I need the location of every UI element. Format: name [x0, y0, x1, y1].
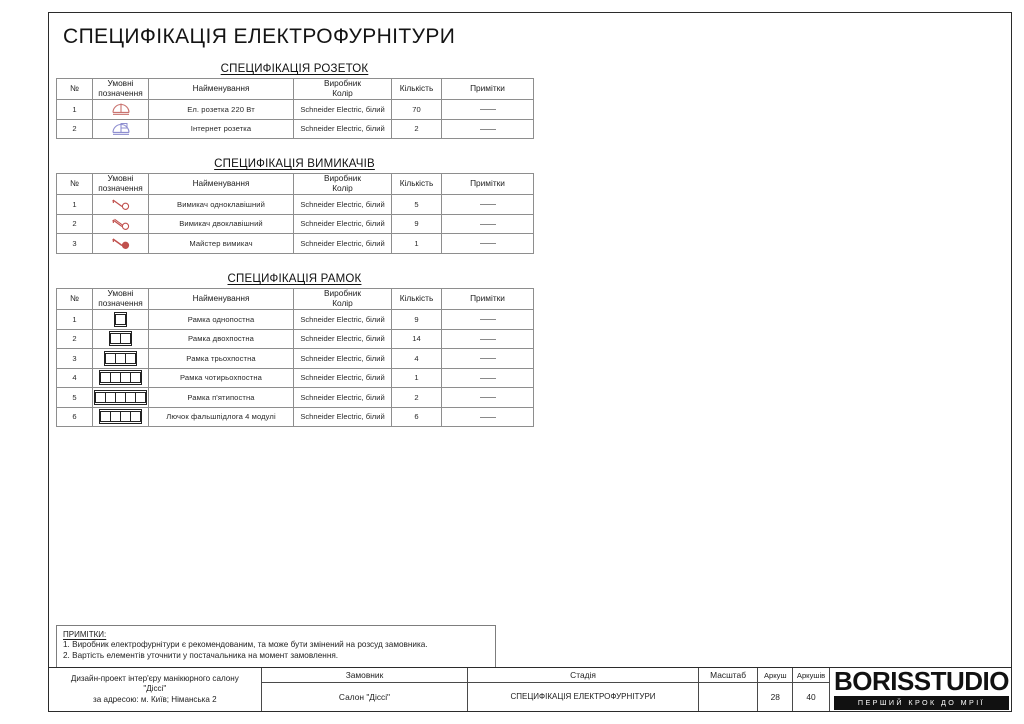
row-maker: Schneider Electric, білий [294, 407, 392, 427]
col-header-maker [294, 289, 392, 310]
titleblock-sheets [793, 668, 830, 711]
stage-header: Стадія [468, 668, 697, 683]
scale-value [699, 683, 758, 711]
col-header-maker-l1: Виробник [324, 173, 361, 184]
row-maker: Schneider Electric, білий [294, 195, 392, 215]
frame-module [115, 314, 126, 325]
row-maker: Schneider Electric, білий [294, 119, 392, 139]
switch-single-icon [93, 195, 149, 215]
row-no: 1 [57, 310, 93, 330]
socket-power-icon [93, 100, 149, 120]
frame-module [130, 411, 141, 422]
frame-module [125, 353, 136, 364]
col-header-symbol-l2: позначення [98, 298, 143, 308]
frame-outline [114, 312, 128, 327]
sheet-value: 28 [770, 691, 780, 702]
col-header-symbol-l2: позначення [98, 183, 143, 193]
row-name: Рамка трьохпостна [149, 349, 294, 369]
sockets-table [56, 78, 534, 139]
frame-outline [94, 390, 148, 405]
logo-tagline: ПЕРШИЙ КРОК ДО МРІЇ [834, 696, 1009, 710]
table-row [57, 119, 534, 139]
row-name: Рамка однопостна [149, 310, 294, 330]
col-header-maker-l2: Колір [332, 183, 353, 193]
switch-master-icon [93, 234, 149, 254]
sheets-header: Аркушів [793, 668, 829, 683]
frame-outline [99, 370, 143, 385]
hatch-4-module-icon [93, 407, 149, 427]
customer-header: Замовник [262, 668, 468, 683]
row-no: 2 [57, 214, 93, 234]
dash-mark [480, 243, 496, 244]
dash-mark [480, 417, 496, 418]
row-name: Вимикач двоклавішний [149, 214, 294, 234]
section-title-switches: СПЕЦИФІКАЦІЯ ВИМИКАЧІВ [214, 158, 375, 170]
row-name: Ел. розетка 220 Вт [149, 100, 294, 120]
table-header-row [57, 174, 534, 195]
frame-3-post-icon [93, 349, 149, 369]
row-qty: 2 [392, 388, 442, 408]
titleblock-stage [468, 668, 698, 711]
row-no: 1 [57, 195, 93, 215]
studio-logo [830, 668, 1011, 711]
table-row [57, 388, 534, 408]
row-qty: 1 [392, 234, 442, 254]
col-header-no: № [57, 174, 93, 195]
dash-mark [480, 224, 496, 225]
table-header-row [57, 79, 534, 100]
dash-mark [480, 109, 496, 110]
col-header-name: Найменування [149, 79, 294, 100]
table-header-row [57, 289, 534, 310]
col-header-notes: Примітки [442, 174, 534, 195]
row-maker: Schneider Electric, білий [294, 329, 392, 349]
frame-outline [104, 351, 138, 366]
row-name: Лючок фальшпідлога 4 модулі [149, 407, 294, 427]
logo-wordmark: BORISSTUDIO [833, 666, 1010, 697]
section-title-sockets: СПЕЦИФІКАЦІЯ РОЗЕТОК [220, 63, 369, 75]
col-header-qty: Кількість [392, 79, 442, 100]
col-header-maker-l1: Виробник [324, 288, 361, 299]
col-header-name: Найменування [149, 289, 294, 310]
row-note [442, 119, 534, 139]
table-row [57, 349, 534, 369]
frame-5-post-icon [93, 388, 149, 408]
col-header-maker [294, 79, 392, 100]
col-header-maker-l2: Колір [332, 298, 353, 308]
row-name: Майстер вимикач [149, 234, 294, 254]
row-no: 2 [57, 119, 93, 139]
page-title: СПЕЦИФІКАЦІЯ ЕЛЕКТРОФУРНІТУРИ [63, 25, 456, 48]
col-header-no: № [57, 289, 93, 310]
row-name: Рамка двохпостна [149, 329, 294, 349]
col-header-symbol-l1: Умовні [107, 288, 134, 299]
row-note [442, 214, 534, 234]
row-note [442, 388, 534, 408]
frame-1-post-icon [93, 310, 149, 330]
col-header-symbol-l1: Умовні [107, 173, 134, 184]
customer-value: Салон "Діссі" [338, 691, 391, 702]
row-qty: 14 [392, 329, 442, 349]
section-frames [56, 273, 533, 427]
notes-heading: ПРИМІТКИ: [63, 630, 107, 639]
section-switches [56, 158, 533, 254]
table-row [57, 214, 534, 234]
row-no: 3 [57, 234, 93, 254]
row-qty: 9 [392, 310, 442, 330]
col-header-symbol-l2: позначення [98, 88, 143, 98]
col-header-maker-l2: Колір [332, 88, 353, 98]
switch-double-icon [93, 214, 149, 234]
row-note [442, 234, 534, 254]
titleblock-customer [262, 668, 469, 711]
frame-4-post-icon [93, 368, 149, 388]
table-row [57, 407, 534, 427]
notes-line-2: 2. Вартість елементів уточнити у постачальника на момент замовлення. [63, 650, 339, 660]
row-maker: Schneider Electric, білий [294, 388, 392, 408]
row-note [442, 329, 534, 349]
dash-mark [480, 129, 496, 130]
row-no: 6 [57, 407, 93, 427]
col-header-qty: Кількість [392, 289, 442, 310]
scale-header: Масштаб [699, 668, 758, 683]
row-qty: 6 [392, 407, 442, 427]
project-line-1: Дизайн-проект інтер'єру манікюрного салону [70, 674, 239, 684]
table-row [57, 100, 534, 120]
row-maker: Schneider Electric, білий [294, 100, 392, 120]
title-block [49, 667, 1011, 711]
col-header-qty: Кількість [392, 174, 442, 195]
frame-2-post-icon [93, 329, 149, 349]
col-header-symbol [93, 289, 149, 310]
switches-table [56, 173, 534, 254]
row-name: Інтернет розетка [149, 119, 294, 139]
row-qty: 5 [392, 195, 442, 215]
table-row [57, 329, 534, 349]
section-title-frames: СПЕЦИФІКАЦІЯ РАМОК [227, 273, 362, 285]
row-note [442, 310, 534, 330]
dash-mark [480, 358, 496, 359]
dash-mark [480, 397, 496, 398]
row-no: 2 [57, 329, 93, 349]
row-name: Рамка п'ятипостна [149, 388, 294, 408]
row-note [442, 195, 534, 215]
titleblock-scale [699, 668, 759, 711]
section-sockets [56, 63, 533, 139]
row-maker: Schneider Electric, білий [294, 234, 392, 254]
col-header-maker-l1: Виробник [324, 78, 361, 89]
table-row [57, 234, 534, 254]
frame-outline [109, 331, 133, 346]
row-name: Рамка чотирьохпостна [149, 368, 294, 388]
row-qty: 1 [392, 368, 442, 388]
titleblock-sheet [758, 668, 793, 711]
row-maker: Schneider Electric, білий [294, 310, 392, 330]
col-header-maker [294, 174, 392, 195]
col-header-symbol-l1: Умовні [107, 78, 134, 89]
dash-mark [480, 319, 496, 320]
notes-line-1: 1. Виробник електрофурнітури є рекомендованим, та може бути змінений на розсуд замовника. [63, 640, 428, 649]
row-note [442, 407, 534, 427]
project-line-3: за адресою: м. Київ; Німанська 2 [93, 694, 217, 704]
titleblock-project [49, 668, 262, 711]
frame-module [135, 392, 146, 403]
row-name: Вимикач одноклавішний [149, 195, 294, 215]
drawing-sheet [48, 12, 1012, 712]
table-row [57, 310, 534, 330]
col-header-symbol [93, 174, 149, 195]
table-row [57, 195, 534, 215]
col-header-notes: Примітки [442, 289, 534, 310]
col-header-symbol [93, 79, 149, 100]
row-maker: Schneider Electric, білий [294, 214, 392, 234]
col-header-name: Найменування [149, 174, 294, 195]
row-maker: Schneider Electric, білий [294, 368, 392, 388]
table-row [57, 368, 534, 388]
frames-table [56, 288, 534, 427]
col-header-notes: Примітки [442, 79, 534, 100]
row-note [442, 100, 534, 120]
sheets-value: 40 [806, 691, 816, 702]
row-no: 4 [57, 368, 93, 388]
row-note [442, 349, 534, 369]
frame-outline [99, 409, 143, 424]
dash-mark [480, 339, 496, 340]
row-qty: 2 [392, 119, 442, 139]
col-header-no: № [57, 79, 93, 100]
row-no: 3 [57, 349, 93, 369]
dash-mark [480, 378, 496, 379]
row-qty: 70 [392, 100, 442, 120]
dash-mark [480, 204, 496, 205]
socket-internet-icon [93, 119, 149, 139]
notes-box [56, 625, 496, 668]
row-no: 1 [57, 100, 93, 120]
row-note [442, 368, 534, 388]
project-line-2: "Діссі" [143, 684, 167, 694]
sheet-header: Аркуш [758, 668, 792, 683]
row-qty: 4 [392, 349, 442, 369]
frame-module [120, 333, 131, 344]
stage-value: СПЕЦИФІКАЦІЯ ЕЛЕКТРОФУРНІТУРИ [510, 692, 656, 701]
row-maker: Schneider Electric, білий [294, 349, 392, 369]
row-qty: 9 [392, 214, 442, 234]
frame-module [130, 372, 141, 383]
row-no: 5 [57, 388, 93, 408]
